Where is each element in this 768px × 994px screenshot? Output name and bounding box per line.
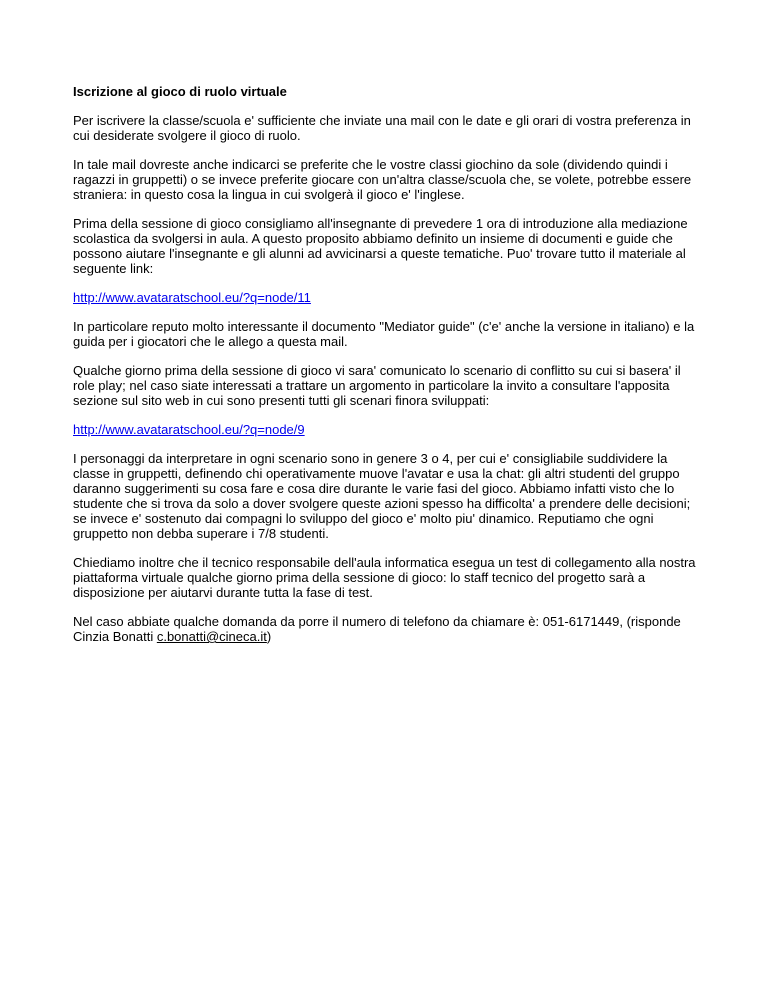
contact-text: Nel caso abbiate qualche domanda da porre il numero di telefono da chiamare è: 051-6171449, (risponde Cinzia Bonatti [73,614,681,644]
contact-closing: ) [266,629,272,644]
link-paragraph-materials [73,290,703,305]
paragraph-introduction: Prima della sessione di gioco consigliamo all'insegnante di prevedere 1 ora di introduzione alla mediazione scolastica da svolgersi in aula. A questo proposito abbiamo definito un insieme di documenti e guide che possono aiutare l'insegnante e gli alunni ad avvicinarsi a queste tematiche. Puo' trovare tutto il materiale al seguente link: [73,216,688,276]
paragraph-scenario: Qualche giorno prima della sessione di gioco vi sara' comunicato lo scenario di conflitto su cui si basera' il role play; nel caso siate interessati a trattare un argomento in particolare la invito a consultare l'apposita sezione sul sito web in cui sono presenti tutti gli scenari finora sviluppati: [73,363,681,408]
document-title: Iscrizione al gioco di ruolo virtuale [73,84,287,99]
paragraph-registration: Per iscrivere la classe/scuola e' sufficiente che inviate una mail con le date e gli orari di vostra preferenza in cui desiderate svolgere il gioco di ruolo. [73,113,691,143]
materials-link[interactable]: http://www.avataratschool.eu/?q=node/11 [73,290,311,305]
paragraph-characters: I personaggi da interpretare in ogni scenario sono in genere 3 o 4, per cui e' consigliabile suddividere la classe in gruppetti, definendo chi operativamente muove l'avatar e usa la chat: gli altri studenti del gruppo daranno suggerimenti su cosa fare e cosa dire durante le varie fasi del gioco. Abbiamo infatti visto che lo studente che si trova da solo a dover svolgere queste azioni spesso ha difficolta' a prendere delle decisioni; se invece e' sostenuto dai compagni lo sviluppo del gioco e' molto piu' dinamico. Reputiamo che ogni gruppetto non debba superare i 7/8 studenti. [73,451,691,541]
paragraph-mediator-guide: In particolare reputo molto interessante il documento "Mediator guide" (c'e' anche la versione in italiano) e la guida per i giocatori che le allego a questa mail. [73,319,695,349]
paragraph-contact [73,614,703,644]
contact-email-link[interactable]: c.bonatti@cineca.it [156,629,267,644]
scenarios-link[interactable]: http://www.avataratschool.eu/?q=node/9 [73,422,305,437]
link-paragraph-scenarios [73,422,703,437]
paragraph-connection-test: Chiediamo inoltre che il tecnico responsabile dell'aula informatica esegua un test di collegamento alla nostra piattaforma virtuale qualche giorno prima della sessione di gioco: lo staff tecnico del progetto sarà a disposizione per aiutarvi durante tutta la fase di test. [73,555,696,600]
document-body [73,84,703,658]
paragraph-class-grouping: In tale mail dovreste anche indicarci se preferite che le vostre classi giochino da sole (dividendo quindi i ragazzi in gruppetti) o se invece preferite giocare con un'altra classe/scuola che, se volete, potrebbe essere straniera: in questo cosa la lingua in cui svolgerà il gioco e' l'inglese. [73,157,692,202]
